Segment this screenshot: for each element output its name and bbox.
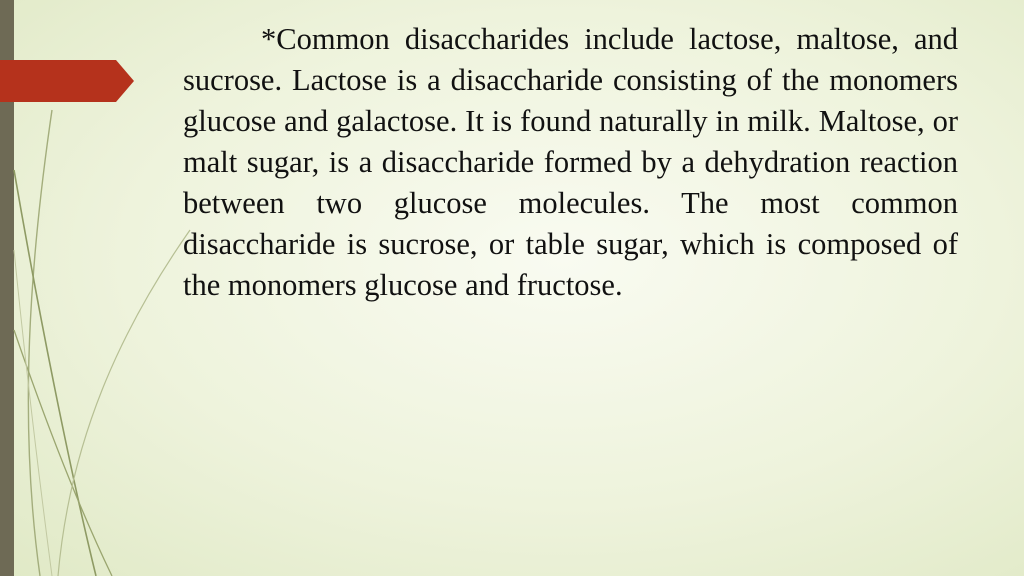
deco-line-4 <box>58 230 190 576</box>
slide-paragraph: *Common disaccharides include lactose, maltose, and sucrose. Lactose is a disaccharide consisting of the monomers glucose and galactose. It is found naturally in milk. Maltose, or malt sugar, is a disaccharide formed by a dehydration reaction between two glucose molecules. The most common disaccharide is sucrose, or table sugar, which is composed of the monomers glucose and fructose. <box>183 22 958 302</box>
deco-line-1 <box>28 110 52 576</box>
red-arrow-tab <box>0 0 140 110</box>
deco-line-5 <box>14 250 52 576</box>
